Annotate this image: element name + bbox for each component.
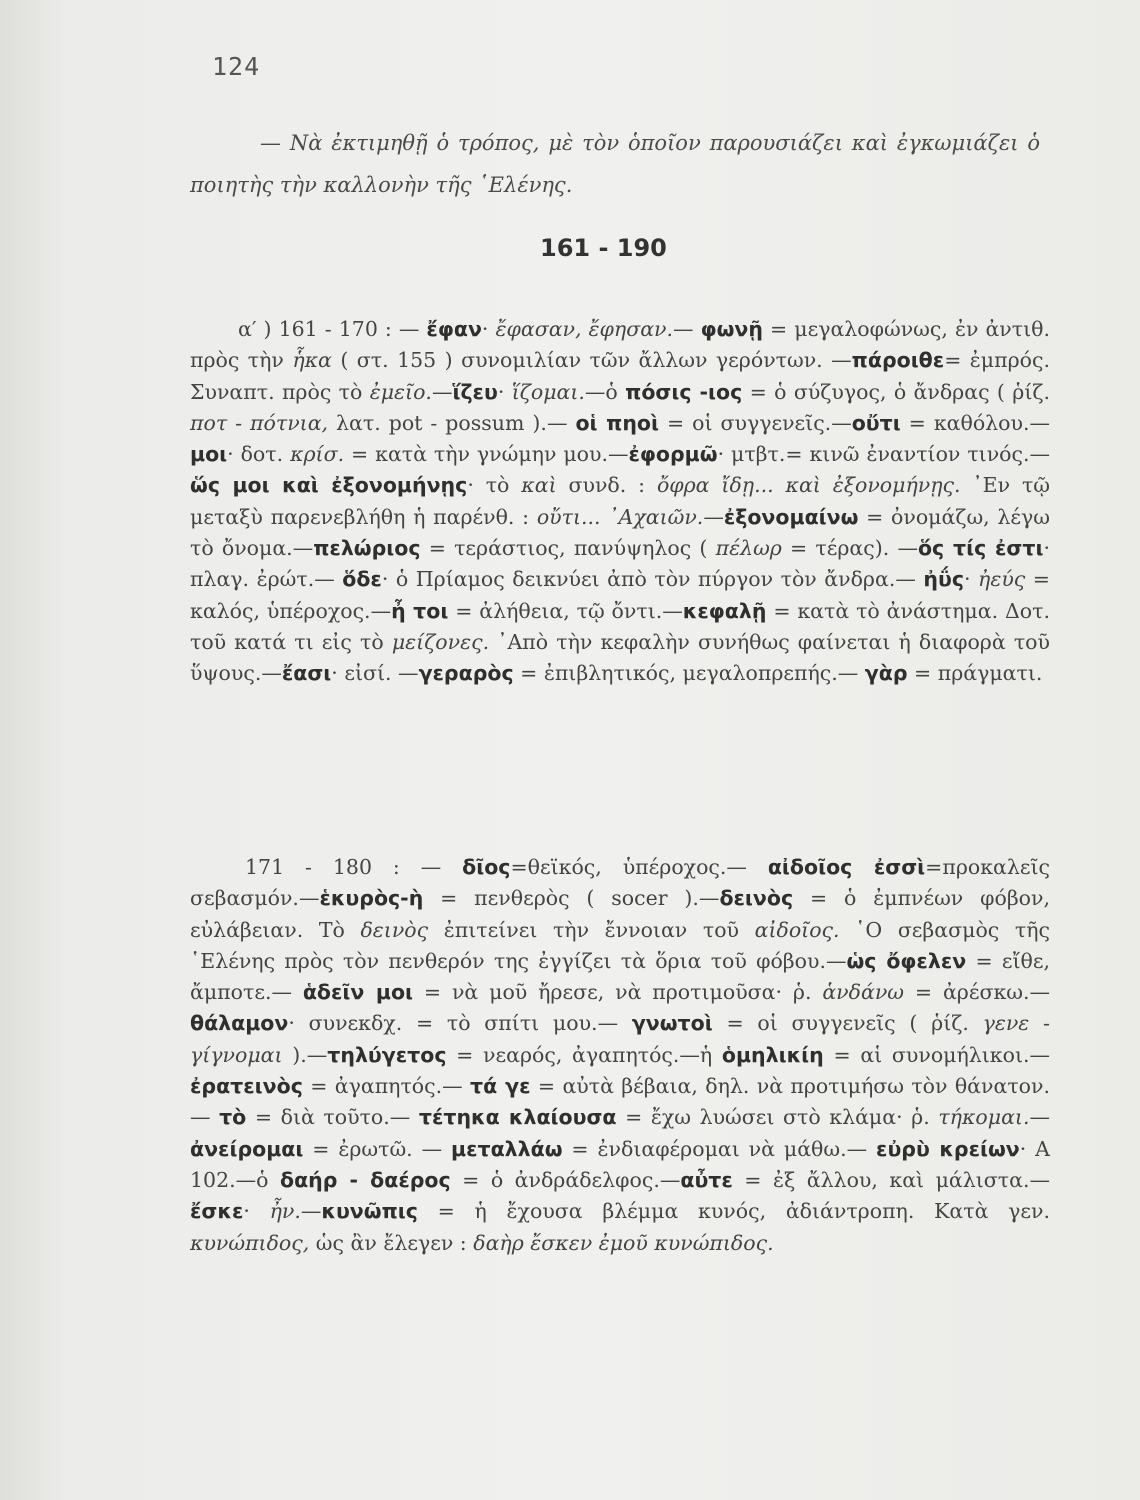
lemma: τὸ: [219, 1105, 247, 1130]
gloss-text: =προκαλεῖς σεβασμόν.—: [190, 855, 1051, 911]
lemma: γεραρὸς: [418, 661, 514, 686]
gloss-text: =θεϊκός, ὑπέροχος.—: [510, 855, 768, 879]
gloss-text: ·: [497, 379, 512, 404]
lemma: δαήρ - δαέρος: [279, 1167, 451, 1192]
gloss-text: = ὁ ἐμπνέων φόβον, εὐλάβειαν. Τὸ: [190, 886, 1050, 942]
page-number: 124: [212, 52, 261, 81]
lemma: μεταλλάω: [451, 1136, 563, 1161]
gloss-text: = νὰ μοῦ ἤρεσε, νὰ προτιμοῦσα· ῥ.: [413, 980, 823, 1005]
lemma: γνωτοὶ: [631, 1011, 713, 1036]
gloss-text: = μεγαλοφώνως, ἐν ἀντιθ. πρὸς τὴν: [190, 317, 1050, 373]
gloss-text: = διὰ τοῦτο.—: [246, 1105, 419, 1130]
italic-citation: τήκομαι.: [938, 1105, 1030, 1130]
italic-citation: δεινὸς: [360, 917, 429, 942]
lemma: τηλύγετος: [327, 1042, 447, 1067]
lemma: αἰδοῖος ἐσσὶ: [767, 855, 926, 879]
gloss-text: —ὁ: [584, 379, 626, 404]
gloss-text: = οἱ συγγενεῖς ( ῥίζ.: [712, 1011, 983, 1036]
commentary-paragraph-171-180: [190, 852, 1050, 1259]
lemma: φωνῇ: [700, 317, 763, 341]
gloss-text: · μτβτ.= κινῶ ἐναντίον τινός.—: [717, 442, 1050, 467]
lemma: τέτηκα κλαίουσα: [418, 1105, 617, 1130]
italic-citation: μείζονες.: [391, 629, 490, 654]
gloss-text: = τέρας). —: [781, 536, 918, 561]
italic-citation: ἐμεῖο.: [369, 379, 432, 404]
italic-citation: πέλωρ: [715, 536, 782, 561]
gloss-text: = οἱ συγγενεῖς.—: [659, 410, 852, 435]
gloss-text: = εἴθε, ἄμποτε.—: [190, 948, 1050, 1005]
italic-citation: ποτ - πότνια,: [190, 410, 329, 435]
italic-citation: ἧκα: [292, 348, 332, 373]
gloss-text: · τὸ: [467, 473, 522, 498]
gloss-text: = ἡ ἔχουσα βλέμμα κυνός, ἀδιάντροπη. Κατὰ γεν.: [417, 1199, 1050, 1224]
gloss-text: = ἔχω λυώσει στὸ κλάμα· ῥ.: [616, 1105, 939, 1130]
lemma: ὥς μοι καὶ ἐξονομήνῃς: [190, 473, 468, 498]
lemma: ἵζευ: [452, 379, 498, 404]
lemma: ἁδεῖν μοι: [302, 980, 414, 1005]
gloss-text: = νεαρός, ἀγαπητός.—ἡ: [446, 1042, 722, 1067]
gloss-text: = αὐτὰ βέβαια, δηλ. νὰ προτιμήσω τὸν θάνατον.—: [190, 1074, 1050, 1130]
lemma: ὅς τίς ἐστι: [917, 536, 1044, 561]
gloss-text: α′ ) 161 - 170 : —: [238, 317, 427, 341]
lemma: ἑκυρὸς-ὴ: [319, 886, 424, 911]
lemma: οἱ πηοὶ: [575, 410, 659, 435]
lemma: κυνῶπις: [321, 1199, 418, 1224]
gloss-text: = ἀλήθεια, τῷ ὄντι.—: [448, 598, 683, 623]
gloss-text: ᾿Εν τῷ μεταξὺ παρενεβλήθη ἡ παρένθ. :: [190, 473, 1050, 529]
gloss-text: · Α 102.—ὁ: [190, 1136, 1050, 1192]
gloss-text: ῾Ο σεβασμὸς τῆς ῾Ελένης πρὸς τὸν πενθερόν της ἐγγίζει τὰ ὅρια τοῦ φόβου.—: [190, 917, 1050, 973]
gloss-text: = πράγματι.: [907, 661, 1043, 686]
italic-citation: ἁνδάνω: [822, 980, 905, 1005]
gloss-text: = ἐμπρός. Συναπτ. πρὸς τὸ: [190, 348, 1050, 404]
lemma: τά γε: [470, 1074, 531, 1099]
italic-citation: γενε - γίγνομαι: [190, 1011, 1050, 1067]
gloss-text: = κατὰ τὸ ἀνάστημα. Δοτ. τοῦ κατά τι εἰς τὸ: [190, 598, 1050, 654]
gloss-text: = αἱ συνομήλικοι.—: [823, 1042, 1051, 1067]
lemma: δῖος: [462, 855, 511, 879]
gloss-text: λατ. pot - possum ).—: [328, 410, 576, 435]
gloss-text: · εἰσί. —: [331, 661, 419, 686]
lemma: ἀνείρομαι: [190, 1136, 304, 1161]
italic-citation: αἰδοῖος.: [754, 917, 840, 942]
lemma: ἔασι: [281, 661, 332, 686]
gloss-text: ·: [481, 317, 496, 341]
lemma: ἦ τοι: [391, 598, 449, 623]
gloss-text: = ἀγαπητός.—: [302, 1074, 471, 1099]
italic-citation: ἔφασαν, ἔφησαν.: [495, 317, 674, 341]
lemma: οὔτι: [851, 410, 901, 435]
lemma: πελώριος: [313, 536, 421, 561]
gloss-text: συνδ. :: [556, 473, 657, 498]
italic-citation: καὶ: [521, 473, 557, 498]
gloss-text: ·: [963, 567, 979, 592]
gloss-text: ( στ. 155 ) συνομιλίαν τῶν ἄλλων γερόντων. —: [331, 348, 852, 373]
lemma: ἐξονομαίνω: [723, 504, 859, 529]
gloss-text: · συνεκδχ. = τὸ σπίτι μου.—: [288, 1011, 632, 1036]
lemma: ἔσκε: [190, 1199, 244, 1224]
italic-citation: κρίσ.: [290, 442, 345, 467]
gloss-text: ὡς ἂν ἔλεγεν :: [309, 1230, 474, 1255]
gloss-text: = καλός, ὑπέροχος.—: [190, 567, 1050, 623]
gloss-text: ·: [243, 1199, 270, 1224]
commentary-paragraph-161-170: [190, 314, 1050, 690]
gloss-text: ἐπιτείνει τὴν ἔννοιαν τοῦ: [428, 917, 755, 942]
lemma: δεινὸς: [719, 886, 794, 911]
lemma: κεφαλῇ: [682, 598, 767, 623]
lemma: εὐρὺ κρείων: [876, 1136, 1020, 1161]
lemma: ὡς ὄφελεν: [846, 948, 967, 973]
gloss-text: —: [300, 1199, 322, 1224]
italic-citation: ἵζομαι.: [511, 379, 585, 404]
gloss-text: ᾿Απὸ τὴν κεφαλὴν συνήθως φαίνεται ἡ διαφορὰ τοῦ ὕψους.—: [190, 629, 1050, 686]
gloss-text: = ὁ σύζυγος, ὁ ἄνδρας ( ῥίζ.: [742, 379, 1050, 404]
gloss-text: = τεράστιος, πανύψηλος (: [420, 536, 716, 561]
gloss-text: = ἐρωτῶ. —: [303, 1136, 452, 1161]
gloss-text: = κατὰ τὴν γνώμην μου.—: [344, 442, 629, 467]
lemma: θάλαμον: [190, 1011, 289, 1036]
gloss-text: = καθόλου.—: [900, 410, 1050, 435]
lemma: γὰρ: [864, 661, 908, 686]
italic-citation: ἠεύς: [978, 567, 1026, 592]
italic-citation: ἦν.: [269, 1199, 301, 1224]
section-heading: 161 - 190: [540, 234, 667, 262]
gloss-text: · πλαγ. ἐρώτ.—: [190, 536, 1050, 592]
gloss-text: = ἀρέσκω.—: [904, 980, 1050, 1005]
lemma: αὖτε: [680, 1167, 733, 1192]
lemma: ἐφορμῶ: [628, 442, 718, 467]
gloss-text: = ὀνομάζω, λέγω τὸ ὄνομα.—: [190, 504, 1050, 561]
italic-citation: ὄφρα ἴδῃ... καὶ ἐξονομήνῃς.: [656, 473, 961, 498]
gloss-text: = ἐνδιαφέρομαι νὰ μάθω.—: [562, 1136, 877, 1161]
gloss-text: · ὁ Πρίαμος δεικνύει ἀπὸ τὸν πύργον τὸν ἄνδρα.—: [381, 567, 924, 592]
lemma: πάροιθε: [851, 348, 945, 373]
intro-question: — Νὰ ἐκτιμηθῇ ὁ τρόπος, μὲ τὸν ὁποῖον παρουσιάζει καὶ ἐγκωμιάζει ὁ ποιητὴς τὴν καλλονὴν τῆς ῾Ελένης.: [190, 131, 1040, 197]
gloss-text: —: [431, 379, 453, 404]
gloss-text: —: [673, 317, 701, 341]
gloss-text: = πενθερὸς ( socer ).—: [423, 886, 720, 911]
gloss-text: = ἐπιβλητικός, μεγαλοπρεπής.—: [513, 661, 865, 686]
italic-citation: δαὴρ ἔσκεν ἐμοῦ κυνώπιδος.: [473, 1230, 774, 1255]
gloss-text: 171 - 180 : —: [245, 855, 463, 879]
italic-citation: οὔτι... ᾿Αχαιῶν.: [536, 504, 704, 529]
gloss-text: —: [1029, 1105, 1050, 1130]
lemma: ὁμηλικίη: [721, 1042, 824, 1067]
gloss-text: · δοτ.: [227, 442, 291, 467]
lemma: ἐρατεινὸς: [190, 1074, 303, 1099]
lemma: ἠΰς: [923, 567, 964, 592]
lemma: ὅδε: [342, 567, 382, 592]
lemma: ἔφαν: [426, 317, 482, 341]
gloss-text: = ὁ ἀνδράδελφος.—: [450, 1167, 681, 1192]
lemma: μοι: [190, 442, 228, 467]
italic-citation: κυνώπιδος,: [190, 1230, 310, 1255]
gloss-text: ).—: [282, 1042, 328, 1067]
lemma: πόσις -ιος: [625, 379, 743, 404]
gloss-text: —: [703, 504, 724, 529]
gloss-text: = ἐξ ἄλλου, καὶ μάλιστα.—: [732, 1167, 1050, 1192]
